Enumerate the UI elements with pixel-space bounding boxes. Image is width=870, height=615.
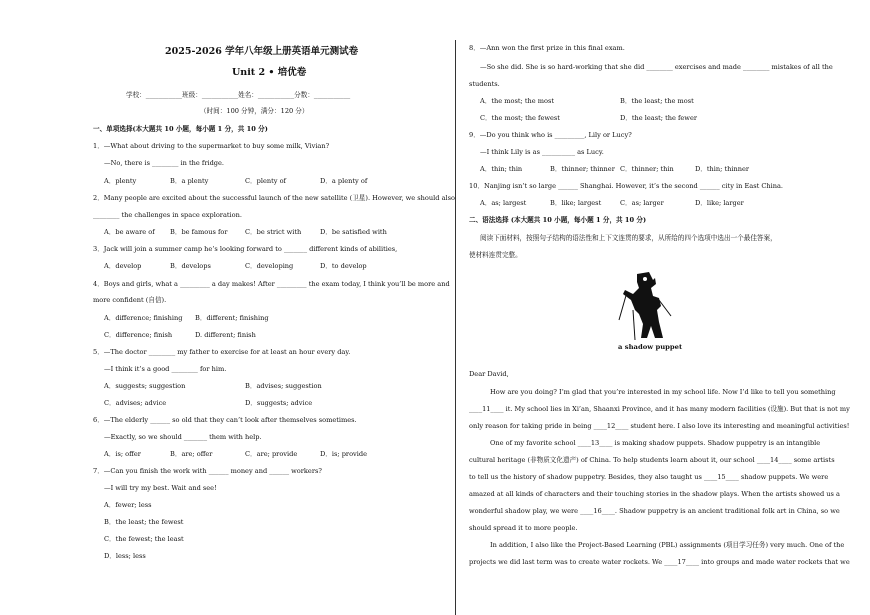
letter-line: to tell us the history of shadow puppetry. Besides, they also taught us ____15____ shadow puppets. We were	[469, 473, 829, 481]
exam-title: 2025-2026 学年八年级上册英语单元测试卷	[165, 46, 359, 57]
q9-option-c: C．thinner; thin	[620, 165, 674, 173]
letter-line: amazed at all kinds of characters and their touching stories in the shadow plays. When the artists showed us a	[469, 490, 840, 498]
q10-option-d: D．like; larger	[695, 199, 744, 207]
q9-option-a: A．thin; thin	[480, 165, 523, 173]
q9-option-b: B．thinner; thinner	[550, 165, 615, 173]
q8-stem-3: students.	[469, 80, 500, 88]
q9-stem-2: —I think Lily is as __________ as Lucy.	[480, 148, 604, 156]
q1-option-c: C．plenty of	[245, 177, 286, 185]
q1-stem: 1．—What about driving to the supermarket to buy some milk, Vivian?	[93, 142, 330, 150]
letter-line: cultural heritage (非物质文化遗产) of China. To help students learn about it, our school ____14____ some artists	[469, 456, 835, 464]
q3-option-b: B．develops	[170, 262, 211, 270]
q2-stem-2: ________ the challenges in space exploration.	[93, 211, 242, 219]
q7-option-a: A．fewer; less	[104, 501, 152, 509]
q4-option-a: A．difference; finishing	[104, 314, 183, 322]
q3-option-a: A．develop	[104, 262, 142, 270]
q5-stem-2: —I think it’s a good ________ for him.	[104, 365, 227, 373]
exam-subtitle: Unit 2 • 培优卷	[232, 67, 307, 78]
q7-option-d: D．less; less	[104, 552, 146, 560]
q3-option-d: D．to develop	[320, 262, 367, 270]
q6-stem-2: —Exactly, so we should _______ them with help.	[104, 433, 262, 441]
q10-option-a: A．as; largest	[480, 199, 527, 207]
q8-option-a: A．the most; the most	[480, 97, 554, 105]
q8-option-d: D．the least; the fewer	[620, 114, 698, 122]
q6-option-b: B．are; offer	[170, 450, 213, 458]
q4-stem-2: more confident (自信).	[93, 296, 167, 304]
letter-line: How are you doing? I’m glad that you’re interested in my school life. Now I’d like to tell you something	[490, 388, 836, 396]
q1-option-b: B．a plenty	[170, 177, 209, 185]
q8-stem-2: —So she did. She is so hard-working that she did ________ exercises and made ________ mistakes of all the	[480, 63, 833, 71]
q4-option-c: C．difference; finish	[104, 331, 173, 339]
section2-intro-2: 使材料连贯完整。	[469, 251, 522, 259]
q4-option-b: B．different; finishing	[195, 314, 269, 322]
shadow-puppet-image	[615, 270, 675, 342]
q6-option-c: C．are; provide	[245, 450, 298, 458]
q8-option-b: B．the least; the most	[620, 97, 694, 105]
q10-option-b: B．like; largest	[550, 199, 602, 207]
q7-option-c: C．the fewest; the least	[104, 535, 184, 543]
q4-option-d: D. different; finish	[195, 331, 256, 339]
q1-option-a: A．plenty	[104, 177, 137, 185]
letter-line: should spread it to more people.	[469, 524, 578, 532]
q2-option-c: C．be strict with	[245, 228, 302, 236]
q9-stem: 9．—Do you think who is _________, Lily or Lucy?	[469, 131, 632, 139]
q5-option-d: D．suggests; advice	[245, 399, 313, 407]
q10-option-c: C．as; larger	[620, 199, 664, 207]
picture-caption: a shadow puppet	[618, 343, 683, 351]
student-info-line: 学校：___________班级：___________姓名：___________分数：___________	[126, 91, 351, 99]
q5-option-b: B．advises; suggestion	[245, 382, 322, 390]
q6-option-a: A．is; offer	[104, 450, 141, 458]
column-divider	[455, 40, 456, 615]
q1-option-d: D．a plenty of	[320, 177, 368, 185]
q2-option-d: D．be satisfied with	[320, 228, 387, 236]
q1-stem-2: —No, there is ________ in the fridge.	[104, 159, 225, 167]
q7-stem-2: —I will try my best. Wait and see!	[104, 484, 217, 492]
q3-option-c: C．developing	[245, 262, 294, 270]
q6-stem: 6．—The elderly ______ so old that they can’t look after themselves sometimes.	[93, 416, 357, 424]
letter-line: only reason for taking pride in being ____12____ student here. I also love its interesting and meaningful activities!	[469, 422, 850, 430]
section1-heading: 一、单项选择(本大题共 10 小题，每小题 1 分，共 10 分)	[93, 125, 268, 133]
q9-option-d: D．thin; thinner	[695, 165, 750, 173]
q2-stem: 2．Many people are excited about the successful launch of the new satellite (卫星). However, we should also	[93, 194, 455, 202]
exam-time: （时间：100 分钟，满分：120 分）	[200, 107, 309, 115]
letter-line: wonderful shadow play, we were ____16____. Shadow puppetry is an ancient traditional folk art in China, so we	[469, 507, 840, 515]
q4-stem: 4．Boys and girls, what a _________ a day makes! After _________ the exam today, I think you’ll be more and	[93, 280, 450, 288]
q7-stem: 7．—Can you finish the work with ______ money and ______ workers?	[93, 467, 322, 475]
q8-stem: 8．—Ann won the first prize in this final exam.	[469, 44, 625, 52]
q10-stem: 10．Nanjing isn’t so large ______ Shanghai. However, it’s the second ______ city in East China.	[469, 182, 784, 190]
letter-line: One of my favorite school ____13____ is making shadow puppets. Shadow puppetry is an intangible	[490, 439, 821, 447]
letter-line: In addition, I also like the Project-Based Learning (PBL) assignments (项目学习任务) very much. One of the	[490, 541, 845, 549]
q2-option-a: A．be aware of	[104, 228, 155, 236]
section2-intro: 阅读下面材料，按照句子结构的语法性和上下文连贯的要求，从所给的四个选项中选出一个最佳答案，	[480, 234, 777, 242]
q7-option-b: B．the least; the fewest	[104, 518, 184, 526]
q6-option-d: D．is; provide	[320, 450, 367, 458]
letter-greeting: Dear David,	[469, 370, 509, 378]
q2-option-b: B．be famous for	[170, 228, 228, 236]
q5-option-c: C．advises; advice	[104, 399, 167, 407]
q5-option-a: A．suggests; suggestion	[104, 382, 186, 390]
section2-heading: 二、语法选择 (本大题共 10 小题，每小题 1 分，共 10 分)	[469, 216, 647, 224]
letter-line: projects we did last term was to create water rockets. We ____17____ into groups and made water rockets that we	[469, 558, 850, 566]
q3-stem: 3．Jack will join a summer camp he’s looking forward to _______ different kinds of abilities,	[93, 245, 398, 253]
q5-stem: 5．—The doctor ________ my father to exercise for at least an hour every day.	[93, 348, 351, 356]
letter-line: ____11____ it. My school lies in Xi’an, Shaanxi Province, and it has many modern facilities (设施). But that is not my	[469, 405, 850, 413]
q8-option-c: C．the most; the fewest	[480, 114, 560, 122]
